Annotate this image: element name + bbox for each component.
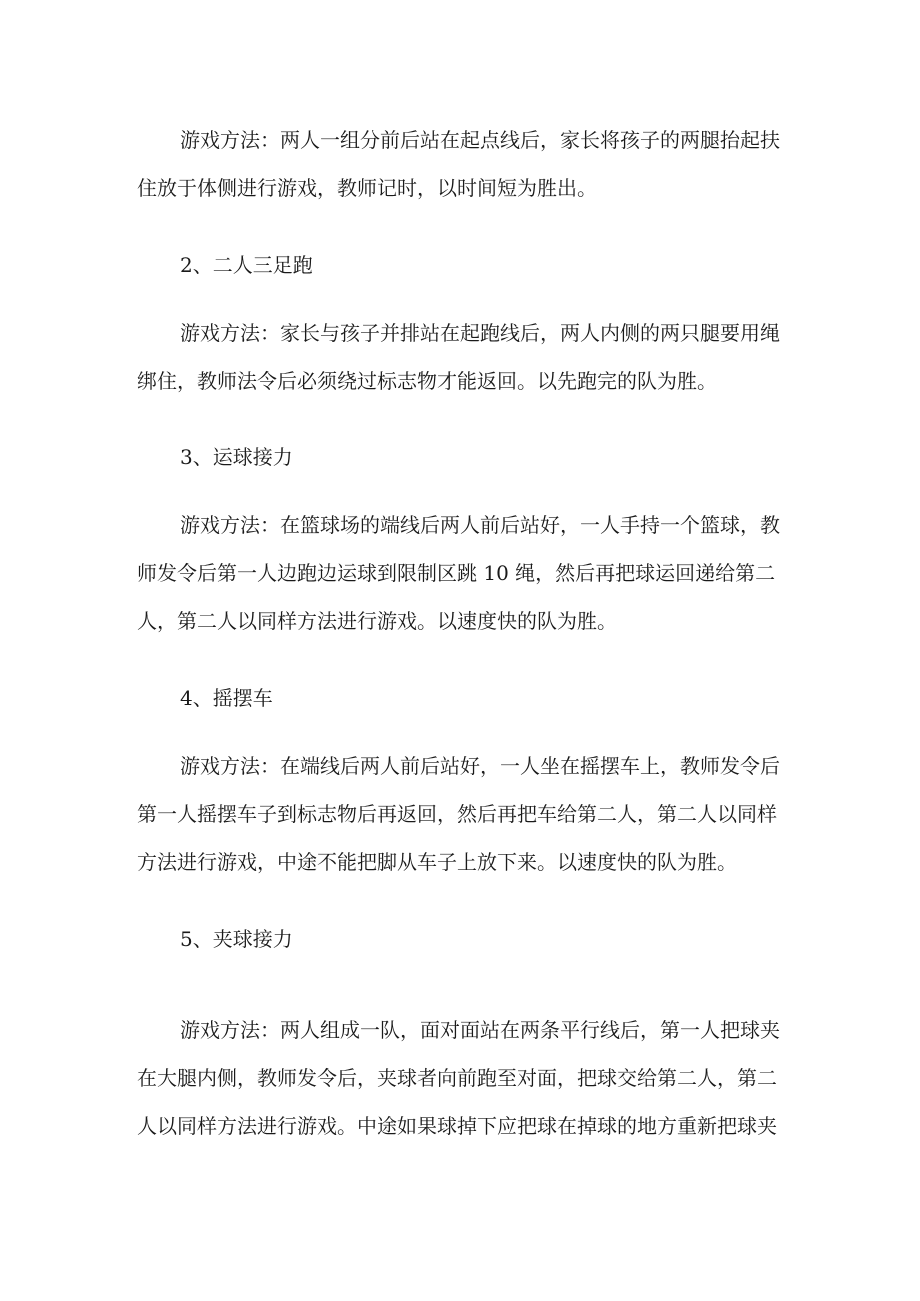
paragraph-line: 人以同样方法进行游戏。中途如果球掉下应把球在掉球的地方重新把球夹	[137, 1114, 777, 1138]
paragraph-line: 人，第二人以同样方法进行游戏。以速度快的队为胜。	[137, 609, 617, 633]
paragraph-line: 游戏方法：两人组成一队，面对面站在两条平行线后，第一人把球夹	[180, 1018, 780, 1042]
paragraph-line: 游戏方法：在端线后两人前后站好，一人坐在摇摆车上，教师发令后	[180, 754, 780, 778]
paragraph-line: 师发令后第一人边跑边运球到限制区跳 10 绳，然后再把球运回递给第二	[137, 561, 776, 585]
section-heading: 2、二人三足跑	[180, 253, 313, 277]
section-heading: 3、运球接力	[180, 445, 293, 469]
paragraph-line: 游戏方法：在篮球场的端线后两人前后站好，一人手持一个篮球，教	[180, 513, 780, 537]
paragraph-line: 方法进行游戏，中途不能把脚从车子上放下来。以速度快的队为胜。	[137, 850, 737, 874]
paragraph-line: 游戏方法：家长与孩子并排站在起跑线后，两人内侧的两只腿要用绳	[180, 321, 780, 345]
paragraph-line: 游戏方法：两人一组分前后站在起点线后，家长将孩子的两腿抬起扶	[180, 128, 780, 152]
section-heading: 4、摇摆车	[180, 686, 273, 710]
paragraph-line: 绑住，教师法令后必须绕过标志物才能返回。以先跑完的队为胜。	[137, 369, 717, 393]
paragraph-line: 第一人摇摆车子到标志物后再返回，然后再把车给第二人，第二人以同样	[137, 802, 777, 826]
paragraph-line: 在大腿内侧，教师发令后，夹球者向前跑至对面，把球交给第二人，第二	[137, 1066, 777, 1090]
section-heading: 5、夹球接力	[180, 927, 293, 951]
paragraph-line: 住放于体侧进行游戏，教师记时，以时间短为胜出。	[137, 176, 597, 200]
